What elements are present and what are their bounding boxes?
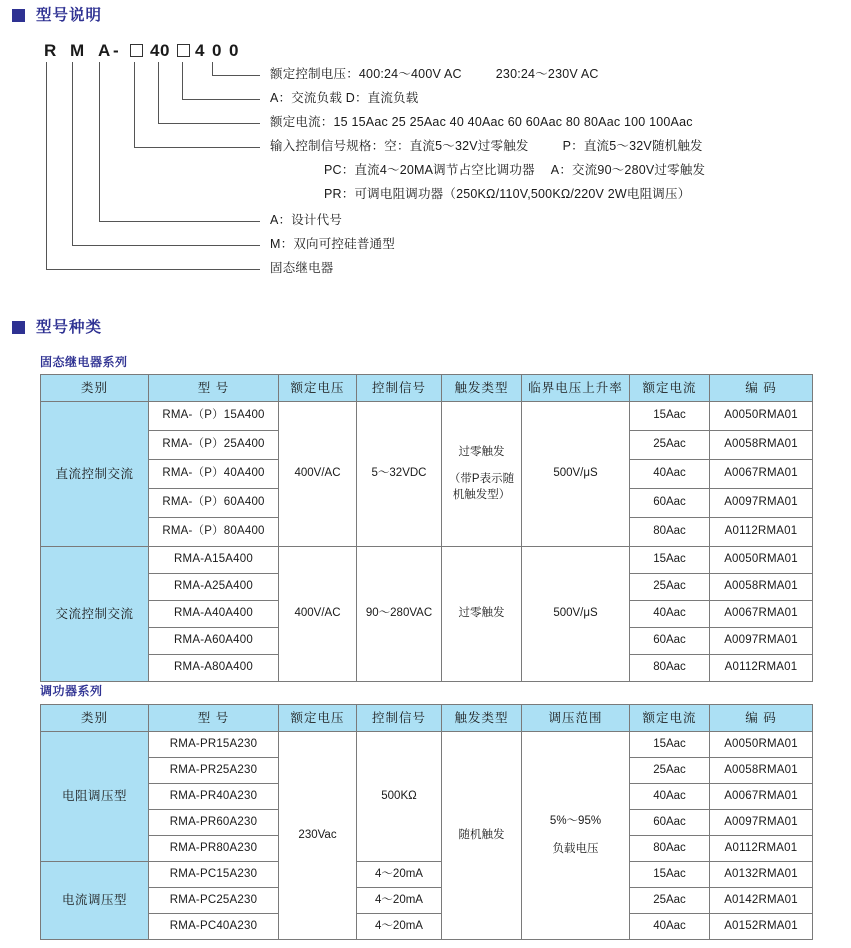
cell-rated-voltage: 400V/AC [279, 547, 357, 682]
cell-rated-current: 15Aac [630, 862, 710, 888]
leader-h-relay [46, 269, 260, 270]
cell-code: A0067RMA01 [710, 460, 813, 489]
cell-code: A0058RMA01 [710, 574, 813, 601]
cell-model: RMA-PR60A230 [149, 810, 279, 836]
cell-rated-current: 40Aac [630, 601, 710, 628]
cell-control-signal: 500KΩ [357, 732, 442, 862]
table-row [41, 547, 813, 574]
bullet-square-icon-2 [12, 321, 25, 334]
cell-rated-current: 80Aac [630, 836, 710, 862]
cell-rated-current: 60Aac [630, 489, 710, 518]
cell-control-signal: 90～280VAC [357, 547, 442, 682]
cell-code: A0050RMA01 [710, 547, 813, 574]
desc-product-type: 固态继电器 [270, 261, 334, 275]
code-box-load [177, 44, 190, 57]
cell-code: A0050RMA01 [710, 732, 813, 758]
cell-code: A0067RMA01 [710, 784, 813, 810]
cell-rated-current: 15Aac [630, 402, 710, 431]
bullet-square-icon [12, 9, 25, 22]
col-header-category: 类别 [41, 375, 149, 402]
col-header-model: 型 号 [149, 375, 279, 402]
leader-v-voltage [212, 62, 213, 76]
code-char-a: A [98, 41, 111, 60]
cell-rated-current: 80Aac [630, 655, 710, 682]
leader-v-triac [72, 62, 73, 246]
cell-control-signal: 4～20mA [357, 862, 442, 888]
desc-input-signal-pc-second: A：交流90～280V过零触发 [550, 163, 706, 177]
voltage-range-line1: 5%～95% [549, 814, 602, 827]
voltage-range-line2: 负载电压 [552, 842, 599, 855]
code-box-signal [130, 44, 143, 57]
cell-rated-current: 15Aac [630, 547, 710, 574]
code-char-current: 40 [150, 41, 170, 60]
col-header-model: 型 号 [149, 705, 279, 732]
cell-voltage-range [522, 732, 630, 940]
cell-model: RMA-PR25A230 [149, 758, 279, 784]
leader-v-load [182, 62, 183, 100]
cell-rated-current: 25Aac [630, 888, 710, 914]
col-header-control-signal: 控制信号 [357, 375, 442, 402]
table-row [41, 862, 813, 888]
cell-code: A0132RMA01 [710, 862, 813, 888]
trigger-type-line2: （带P表示随 [448, 473, 515, 486]
cell-model: RMA-PR40A230 [149, 784, 279, 810]
subtitle-power-regulator-series: 调功器系列 [40, 684, 103, 698]
cell-category-resistance-regulation: 电阻调压型 [41, 732, 149, 862]
leader-v-current [158, 62, 159, 124]
leader-v-signal [134, 62, 135, 148]
trigger-type-line3: 机触发型） [452, 488, 511, 501]
cell-model: RMA-PC25A230 [149, 888, 279, 914]
desc-design-code: A：设计代号 [270, 213, 343, 227]
cell-model: RMA-PR15A230 [149, 732, 279, 758]
cell-code: A0112RMA01 [710, 518, 813, 547]
leader-h-load [182, 99, 260, 100]
cell-rated-current: 40Aac [630, 914, 710, 940]
cell-control-signal: 4～20mA [357, 914, 442, 940]
col-header-rated-voltage: 额定电压 [279, 705, 357, 732]
cell-model: RMA-A15A400 [149, 547, 279, 574]
col-header-control-signal: 控制信号 [357, 705, 442, 732]
cell-model: RMA-（P）15A400 [149, 402, 279, 431]
col-header-voltage-range: 调压范围 [522, 705, 630, 732]
table-solid-state-relay-series [40, 374, 813, 682]
table-regulator-header-row [41, 705, 813, 732]
cell-code: A0067RMA01 [710, 601, 813, 628]
cell-trigger-type: 随机触发 [442, 732, 522, 940]
col-header-trigger-type: 触发类型 [442, 705, 522, 732]
subtitle-relay-series: 固态继电器系列 [40, 355, 128, 369]
section-header-model-explanation [12, 8, 102, 24]
code-char-r: R [44, 41, 57, 60]
col-header-trigger-type: 触发类型 [442, 375, 522, 402]
cell-category-ac-control-ac: 交流控制交流 [41, 547, 149, 682]
cell-code: A0112RMA01 [710, 655, 813, 682]
code-char-dash: - [113, 41, 120, 60]
col-header-rated-current: 额定电流 [630, 375, 710, 402]
cell-rated-current: 25Aac [630, 574, 710, 601]
leader-v-design [99, 62, 100, 222]
code-char-v4: 4 [195, 41, 205, 60]
code-char-m: M [70, 41, 85, 60]
cell-code: A0097RMA01 [710, 810, 813, 836]
cell-model: RMA-（P）60A400 [149, 489, 279, 518]
col-header-rated-voltage: 额定电压 [279, 375, 357, 402]
cell-model: RMA-A60A400 [149, 628, 279, 655]
trigger-type-line1: 过零触发 [458, 445, 505, 458]
leader-v-relay [46, 62, 47, 270]
section-header-model-types [12, 320, 102, 336]
cell-model: RMA-（P）25A400 [149, 431, 279, 460]
cell-trigger-type: 过零触发 [442, 547, 522, 682]
cell-rise-rate: 500V/μS [522, 402, 630, 547]
cell-rated-voltage: 230Vac [279, 732, 357, 940]
cell-control-signal: 5～32VDC [357, 402, 442, 547]
col-header-code: 编 码 [710, 705, 813, 732]
code-char-v0b: 0 [229, 41, 239, 60]
cell-trigger-type [442, 402, 522, 547]
cell-model: RMA-A25A400 [149, 574, 279, 601]
desc-rated-control-voltage-second: 230:24～230V AC [495, 67, 599, 81]
table-row [41, 888, 813, 914]
desc-input-signal-pc-main: PC：直流4～20MA调节占空比调功器 [324, 163, 535, 177]
leader-h-design [99, 221, 260, 222]
cell-rated-current: 40Aac [630, 460, 710, 489]
section-title-model-types: 型号种类 [36, 319, 103, 336]
cell-rated-voltage: 400V/AC [279, 402, 357, 547]
leader-h-voltage [212, 75, 260, 76]
cell-code: A0058RMA01 [710, 431, 813, 460]
desc-triac-type: M：双向可控硅普通型 [270, 237, 395, 251]
cell-code: A0050RMA01 [710, 402, 813, 431]
cell-rated-current: 25Aac [630, 758, 710, 784]
desc-input-control-signal-pc [324, 163, 705, 178]
cell-model: RMA-PC15A230 [149, 862, 279, 888]
cell-rated-current: 80Aac [630, 518, 710, 547]
cell-model: RMA-PR80A230 [149, 836, 279, 862]
cell-rated-current: 15Aac [630, 732, 710, 758]
page-title: 型号说明 [36, 7, 103, 24]
code-char-v0a: 0 [212, 41, 222, 60]
cell-code: A0142RMA01 [710, 888, 813, 914]
cell-model: RMA-A80A400 [149, 655, 279, 682]
table-power-regulator-series [40, 704, 813, 940]
cell-code: A0097RMA01 [710, 628, 813, 655]
desc-input-signal-second: P：直流5～32V随机触发 [562, 139, 703, 153]
cell-code: A0097RMA01 [710, 489, 813, 518]
cell-rated-current: 60Aac [630, 628, 710, 655]
cell-category-current-regulation: 电流调压型 [41, 862, 149, 940]
cell-control-signal: 4～20mA [357, 888, 442, 914]
desc-rated-control-voltage [270, 67, 599, 82]
cell-rated-current: 25Aac [630, 431, 710, 460]
table-row [41, 402, 813, 431]
col-header-rated-current: 额定电流 [630, 705, 710, 732]
cell-model: RMA-PC40A230 [149, 914, 279, 940]
col-header-category: 类别 [41, 705, 149, 732]
cell-model: RMA-（P）80A400 [149, 518, 279, 547]
desc-load-type: A：交流负载 D：直流负载 [270, 91, 419, 105]
cell-model: RMA-（P）40A400 [149, 460, 279, 489]
desc-input-control-signal-pr: PR：可调电阻调功器（250KΩ/110V,500KΩ/220V 2W电阻调压） [324, 187, 691, 201]
col-header-rise-rate: 临界电压上升率 [522, 375, 630, 402]
col-header-code: 编 码 [710, 375, 813, 402]
table-relay-header-row [41, 375, 813, 402]
cell-rated-current: 60Aac [630, 810, 710, 836]
leader-h-current [158, 123, 260, 124]
desc-rated-control-voltage-main: 额定控制电压：400:24～400V AC [270, 67, 462, 81]
cell-rated-current: 40Aac [630, 784, 710, 810]
cell-code: A0058RMA01 [710, 758, 813, 784]
cell-category-dc-control-ac: 直流控制交流 [41, 402, 149, 547]
cell-code: A0152RMA01 [710, 914, 813, 940]
table-row [41, 914, 813, 940]
cell-code: A0112RMA01 [710, 836, 813, 862]
table-row [41, 732, 813, 758]
leader-h-triac [72, 245, 260, 246]
cell-rise-rate: 500V/μS [522, 547, 630, 682]
cell-model: RMA-A40A400 [149, 601, 279, 628]
leader-h-signal [134, 147, 260, 148]
desc-rated-current: 额定电流：15 15Aac 25 25Aac 40 40Aac 60 60Aac 80 80Aac 100 100Aac [270, 115, 693, 129]
desc-input-signal-main: 输入控制信号规格：空：直流5～32V过零触发 [270, 139, 529, 153]
desc-input-control-signal [270, 139, 703, 154]
model-code-diagram [0, 36, 851, 294]
